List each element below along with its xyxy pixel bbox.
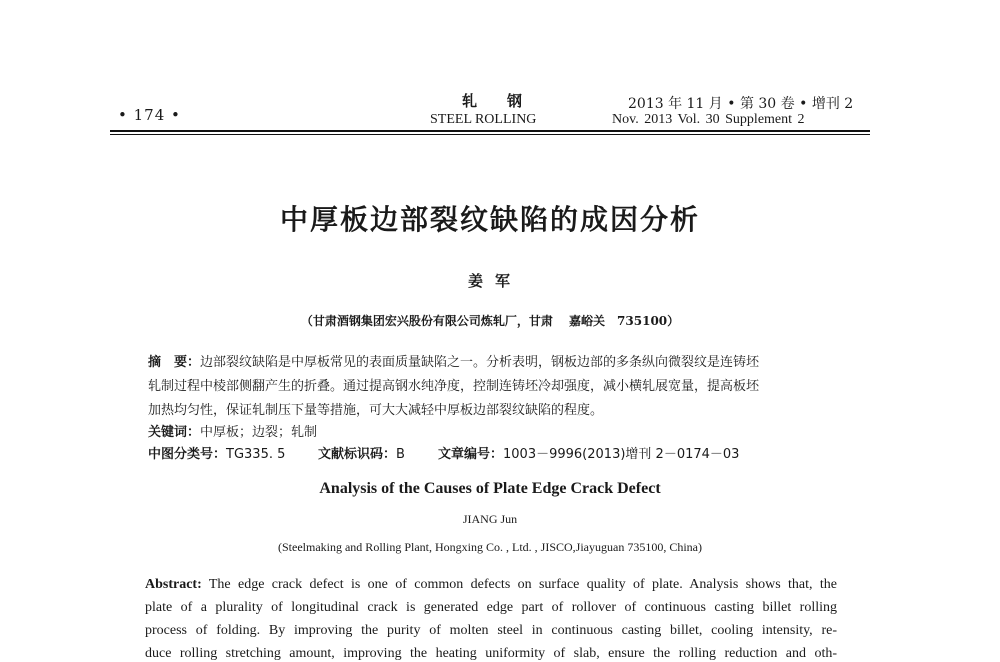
author-en: JIANG Jun [462, 512, 518, 526]
abstract-en-line-4: duce rolling stretching amount, improving the heating uniformity of slab, ensure the rolling reduction and oth- [145, 646, 837, 661]
classification-line [148, 443, 739, 462]
doc-code-value: B [396, 447, 405, 462]
journal-name-cn: 轧钢 [462, 92, 553, 110]
article-no-value: 1003－9996(2013)增刊 2－0174－03 [503, 447, 740, 462]
page-number: • 174 • [118, 106, 181, 124]
issue-info-en: Nov. 2013 Vol. 30 Supplement 2 [612, 112, 805, 127]
keywords-cn-text: 中厚板；边裂；轧制 [200, 425, 318, 440]
abstract-label-cn: 摘 要： [148, 355, 201, 370]
header-rule-thick [110, 130, 870, 132]
affiliation-cn: （甘肃酒钢集团宏兴股份有限公司炼轧厂，甘肃 嘉峪关 735100） [300, 314, 680, 328]
article-no-label: 文章编号： [438, 447, 504, 462]
abstract-cn-line-3: 加热均匀性，保证轧制压下量等措施，可大大减轻中厚板边部裂纹缺陷的程度。 [148, 403, 604, 418]
affiliation-en: (Steelmaking and Rolling Plant, Hongxing Co. , Ltd. , JISCO,Jiayuguan 735100, China) [278, 540, 702, 554]
article-title-en: Analysis of the Causes of Plate Edge Crack Defect [319, 480, 661, 497]
abstract-label-en: Abstract: [145, 577, 202, 592]
clc-label: 中图分类号： [148, 447, 227, 462]
issue-info-cn: 2013 年 11 月 • 第 30 卷 • 增刊 2 [628, 96, 854, 112]
abstract-cn-text: 边部裂纹缺陷是中厚板常见的表面质量缺陷之一。分析表明，钢板边部的多条纵向微裂纹是连铸坯 [200, 355, 760, 370]
clc-value: TG335. 5 [226, 447, 286, 462]
abstract-en-line-3: process of folding. By improving the purity of molten steel in continuous casting billet, cooling intensity, re- [145, 623, 837, 638]
author-cn: 姜军 [467, 272, 522, 290]
abstract-cn-line-2: 轧制过程中棱部侧翻产生的折叠。通过提高钢水纯净度，控制连铸坯冷却强度，减小横轧展宽量，提高板坯 [148, 379, 760, 394]
journal-name-en: STEEL ROLLING [430, 112, 537, 127]
abstract-cn-line-1 [148, 351, 759, 370]
keywords-cn [148, 421, 317, 440]
abstract-en-line-2: plate of a plurality of longitudinal crack is generated edge part of rollover of continuous casting billet rolling [145, 600, 837, 615]
header-rule-thin [110, 134, 870, 135]
keywords-label-cn: 关键词： [148, 425, 201, 440]
abstract-en-line-1 [145, 577, 837, 593]
article-title-cn: 中厚板边部裂纹缺陷的成因分析 [279, 203, 700, 236]
doc-code-label: 文献标识码： [318, 447, 397, 462]
abstract-en-text: The edge crack defect is one of common defects on surface quality of plate. Analysis shows that, the [201, 577, 837, 592]
